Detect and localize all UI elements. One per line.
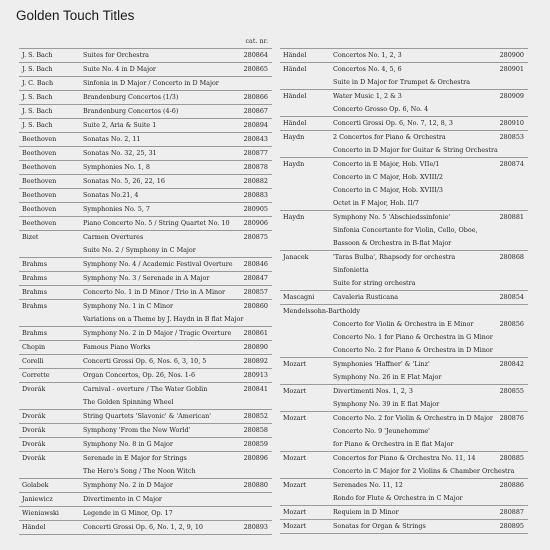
catalog-entry: [19, 132, 272, 146]
catalog-entry: [19, 230, 272, 257]
catalog-line: [19, 105, 272, 118]
catalog-entry: [280, 210, 528, 250]
composer-name: Janacek: [283, 253, 309, 261]
catalog-line: [19, 493, 272, 506]
catalog-entry: [19, 492, 272, 506]
catalog-entry: [19, 174, 272, 188]
catalog-number-header: cat. nr.: [245, 37, 268, 45]
catalog-line: [19, 272, 272, 285]
catalog-entry: [280, 411, 528, 451]
catalog-line: [19, 341, 272, 354]
composer-name: Händel: [22, 523, 46, 531]
catalog-line: [19, 203, 272, 216]
catalog-line: [280, 158, 528, 171]
work-title: Brandenburg Concertos (1/3): [83, 93, 179, 101]
catalog-number: 280846: [243, 260, 268, 268]
catalog-entry: [280, 157, 528, 210]
catalog-entry: [19, 76, 272, 90]
catalog-line: [280, 358, 528, 371]
catalog-number: 280894: [243, 121, 268, 129]
work-title: Sonatas for Organ & Strings: [333, 522, 426, 530]
catalog-line: [19, 258, 272, 271]
catalog-number: 280866: [243, 93, 268, 101]
catalog-line: [280, 318, 528, 331]
catalog-entry: [19, 62, 272, 76]
catalog-line: [19, 49, 272, 62]
catalog-number: 280864: [243, 51, 268, 59]
work-title: Concerti Grossi Op. 6, No. 7, 12, 8, 3: [333, 119, 453, 127]
catalog-line: [280, 331, 528, 344]
catalog-number: 280895: [499, 522, 524, 530]
catalog-number: 280900: [499, 51, 524, 59]
composer-name: Händel: [283, 92, 307, 100]
catalog-number: 280876: [499, 414, 524, 422]
composer-name: Corelli: [22, 357, 44, 365]
work-title: Octet in F Major, Hob. II/7: [333, 199, 419, 207]
catalog-line: [280, 49, 528, 62]
composer-name: Mozart: [283, 387, 307, 395]
catalog-line: [19, 244, 272, 257]
work-title: Divertimenti Nos. 1, 2, 3: [333, 387, 413, 395]
work-title: Concertos No. 4, 5, 6: [333, 65, 402, 73]
catalog-entry: [280, 384, 528, 411]
catalog-number: 280852: [243, 412, 268, 420]
catalog-number: 280893: [243, 523, 268, 531]
work-title: Concerto in D Major for Guitar & String Orchestra: [333, 146, 498, 154]
work-title: Concerto in C Major, Hob. XVIII/3: [333, 186, 443, 194]
composer-name: Mozart: [283, 454, 307, 462]
catalog-entry: [280, 89, 528, 116]
catalog-line: [280, 425, 528, 438]
right-catalog-list: [280, 48, 528, 534]
work-title: Symphonies No. 1, 8: [83, 163, 150, 171]
catalog-line: [280, 264, 528, 277]
catalog-number: 280910: [499, 119, 524, 127]
catalog-line: [19, 231, 272, 244]
catalog-line: [280, 90, 528, 103]
catalog-line: [280, 131, 528, 144]
work-title: Organ Concertos, Op. 26, Nos. 1-6: [83, 371, 196, 379]
catalog-line: [19, 369, 272, 382]
work-title: Sonatas No.21, 4: [83, 191, 139, 199]
composer-name: Brahms: [22, 274, 48, 282]
catalog-number: 280861: [243, 329, 268, 337]
catalog-entry: [19, 202, 272, 216]
catalog-entry: [19, 437, 272, 451]
catalog-entry: [280, 130, 528, 157]
work-title: 2 Concertos for Piano & Orchestra: [333, 133, 446, 141]
catalog-entry: [280, 304, 528, 357]
work-title: Concerto in C Major for 2 Violins & Chamber Orchestra: [333, 467, 515, 475]
catalog-line: [280, 117, 528, 130]
work-title: Symphony No. 8 in G Major: [83, 440, 173, 448]
composer-name: Brahms: [22, 329, 48, 337]
composer-name: Dvorák: [22, 454, 46, 462]
catalog-number: 280883: [243, 191, 268, 199]
work-title: Famous Piano Works: [83, 343, 151, 351]
catalog-number: 280842: [499, 360, 524, 368]
work-title: Concerti Grossi Op. 6, No. 1, 2, 9, 10: [83, 523, 203, 531]
catalog-line: [280, 492, 528, 505]
catalog-line: [19, 63, 272, 76]
catalog-line: [280, 224, 528, 237]
catalog-line: [19, 286, 272, 299]
catalog-line: [19, 313, 272, 326]
work-title: Suite No. 4 in D Major: [83, 65, 156, 73]
work-title: Symphonies No. 5, 7: [83, 205, 150, 213]
composer-name: Beethoven: [22, 205, 57, 213]
catalog-line: [19, 77, 272, 90]
catalog-line: [280, 211, 528, 224]
work-title: Symphony No. 2 in D Major: [83, 481, 173, 489]
catalog-number: 280887: [499, 508, 524, 516]
composer-name: Chopin: [22, 343, 46, 351]
catalog-entry: [19, 48, 272, 62]
work-title: Concerto for Violin & Orchestra in E Minor: [333, 320, 474, 328]
catalog-number: 280859: [243, 440, 268, 448]
composer-name: Bizet: [22, 233, 39, 241]
work-title: Serenade in E Major for Strings: [83, 454, 187, 462]
catalog-entry: [19, 382, 272, 409]
composer-name: Beethoven: [22, 163, 57, 171]
work-title: Water Music 1, 2 & 3: [333, 92, 402, 100]
catalog-entry: [19, 90, 272, 104]
composer-name: Haydn: [283, 133, 305, 141]
composer-name: Händel: [283, 51, 307, 59]
work-title: Symphony No. 26 in E Flat Major: [333, 373, 442, 381]
work-title: Concerto No. 9 'Jeunehomme': [333, 427, 430, 435]
catalog-number: 280890: [243, 343, 268, 351]
catalog-line: [280, 465, 528, 478]
catalog-line: [280, 291, 528, 304]
catalog-number: 280853: [499, 133, 524, 141]
catalog-number-header-right: [280, 35, 528, 48]
catalog-entry: [19, 451, 272, 478]
catalog-entry: [280, 290, 528, 304]
catalog-line: [19, 507, 272, 520]
catalog-entry: [19, 257, 272, 271]
work-title: Brandenburg Concertos (4-6): [83, 107, 179, 115]
catalog-line: [19, 300, 272, 313]
catalog-line: [19, 189, 272, 202]
catalog-line: [280, 251, 528, 264]
work-title: Requiem in D Minor: [333, 508, 399, 516]
catalog-number: 280855: [499, 387, 524, 395]
catalog-number: 280885: [499, 454, 524, 462]
catalog-entry: [19, 160, 272, 174]
catalog-number: 280841: [243, 385, 268, 393]
catalog-line: [280, 76, 528, 89]
catalog-number: 280877: [243, 149, 268, 157]
work-title: Bassoon & Orchestra in B-flat Major: [333, 239, 452, 247]
work-title: Legende in G Minor, Op. 17: [83, 509, 173, 517]
catalog-number: 280847: [243, 274, 268, 282]
work-title: Concerto No. 2 for Piano & Orchestra in D Minor: [333, 346, 493, 354]
catalog-line: [280, 305, 528, 318]
composer-name: Mozart: [283, 360, 307, 368]
catalog-number: 280867: [243, 107, 268, 115]
catalog-line: [19, 161, 272, 174]
work-title: Concertos for Piano & Orchestra No. 11, 14: [333, 454, 476, 462]
catalog-entry: [280, 48, 528, 62]
composer-name: Janiewicz: [22, 495, 53, 503]
work-title: Symphony No. 5 'Abschiedssinfonie': [333, 213, 451, 221]
catalog-line: [19, 396, 272, 409]
catalog-number: 280854: [499, 293, 524, 301]
catalog-entry: [19, 506, 272, 520]
work-title: The Hero's Song / The Noon Witch: [83, 467, 196, 475]
work-title: Divertimento in C Major: [83, 495, 162, 503]
catalog-entry: [19, 271, 272, 285]
right-catalog-column: [280, 35, 528, 534]
composer-name: Beethoven: [22, 149, 57, 157]
composer-name: Brahms: [22, 288, 48, 296]
composer-name: Beethoven: [22, 177, 57, 185]
composer-name: Mozart: [283, 522, 307, 530]
catalog-number: 280906: [243, 219, 268, 227]
catalog-number: 280886: [499, 481, 524, 489]
catalog-number: 280856: [499, 320, 524, 328]
composer-name: J. S. Bach: [22, 65, 53, 73]
catalog-entry: [280, 250, 528, 290]
work-title: Concerto No. 2 for Violin & Orchestra in D Major: [333, 414, 493, 422]
work-title: Suite 2, Aria & Suite 1: [83, 121, 157, 129]
composer-name: Händel: [283, 65, 307, 73]
composer-name: Mozart: [283, 481, 307, 489]
catalog-entry: [19, 118, 272, 132]
catalog-number: 280882: [243, 177, 268, 185]
catalog-line: [280, 197, 528, 210]
catalog-number: 280858: [243, 426, 268, 434]
work-title: Symphony No. 3 / Serenade in A Major: [83, 274, 210, 282]
catalog-number: 280896: [243, 454, 268, 462]
work-title: Symphony No. 2 in D Major / Tragic Overture: [83, 329, 232, 337]
work-title: Rondo for Flute & Orchestra in C Major: [333, 494, 463, 502]
catalog-entry: [19, 423, 272, 437]
catalog-number: 280892: [243, 357, 268, 365]
catalog-line: [280, 344, 528, 357]
work-title: Concerto No. 1 in D Minor / Trio in A Minor: [83, 288, 226, 296]
composer-name: Mozart: [283, 508, 307, 516]
catalog-line: [19, 91, 272, 104]
work-title: Sonatas No. 32, 25, 31: [83, 149, 157, 157]
page-title: Golden Touch Titles: [16, 8, 135, 23]
catalog-number: 280843: [243, 135, 268, 143]
catalog-entry: [19, 299, 272, 326]
catalog-entry: [280, 116, 528, 130]
left-catalog-list: [19, 48, 272, 535]
catalog-line: [19, 424, 272, 437]
work-title: Symphonies 'Haffner' & 'Linz': [333, 360, 430, 368]
work-title: Concerto in C Major, Hob. XVIII/2: [333, 173, 443, 181]
work-title: Sinfonia in D Major / Concerto in D Major: [83, 79, 219, 87]
work-title: Suite No. 2 / Symphony in C Major: [83, 246, 196, 254]
catalog-number: 280874: [499, 160, 524, 168]
work-title: The Golden Spinning Wheel: [83, 398, 174, 406]
composer-name: J. S. Bach: [22, 51, 53, 59]
composer-name: Beethoven: [22, 135, 57, 143]
catalog-number: 280865: [243, 65, 268, 73]
composer-name: Dvorák: [22, 426, 46, 434]
catalog-line: [19, 119, 272, 132]
work-title: Suite for string orchestra: [333, 279, 416, 287]
composer-name: Haydn: [283, 213, 305, 221]
composer-name: Haydn: [283, 160, 305, 168]
composer-name: J. S. Bach: [22, 93, 53, 101]
catalog-entry: [19, 478, 272, 492]
work-title: Symphony No. 39 in E flat Major: [333, 400, 440, 408]
catalog-entry: [280, 357, 528, 384]
composer-name: Beethoven: [22, 191, 57, 199]
catalog-line: [19, 327, 272, 340]
composer-name: Händel: [283, 119, 307, 127]
catalog-line: [19, 438, 272, 451]
composer-name: Dvorák: [22, 412, 46, 420]
catalog-entry: [19, 285, 272, 299]
catalog-line: [280, 412, 528, 425]
composer-name: J. C. Bach: [22, 79, 54, 87]
catalog-entry: [19, 340, 272, 354]
work-title: Variations on a Theme by J. Haydn in B flat Major: [83, 315, 244, 323]
catalog-line: [280, 479, 528, 492]
catalog-line: [280, 171, 528, 184]
catalog-line: [19, 217, 272, 230]
catalog-line: [19, 355, 272, 368]
catalog-line: [280, 385, 528, 398]
catalog-line: [280, 438, 528, 451]
work-title: Symphony No. 4 / Academic Festival Overture: [83, 260, 233, 268]
catalog-line: [19, 452, 272, 465]
catalog-line: [19, 465, 272, 478]
composer-name: Mendelssohn-Bartholdy: [283, 307, 360, 315]
left-catalog-column: [19, 35, 272, 535]
catalog-entry: [280, 519, 528, 534]
catalog-line: [280, 520, 528, 533]
composer-name: Wieniawski: [22, 509, 59, 517]
catalog-number: 280905: [243, 205, 268, 213]
catalog-line: [19, 383, 272, 396]
work-title: Concerto Grosso Op. 6, No. 4: [333, 105, 429, 113]
catalog-line: [280, 398, 528, 411]
catalog-entry: [19, 188, 272, 202]
composer-name: Dvorák: [22, 440, 46, 448]
catalog-number: 280880: [243, 481, 268, 489]
catalog-line: [19, 175, 272, 188]
composer-name: Dvorák: [22, 385, 46, 393]
catalog-number: 280868: [499, 253, 524, 261]
work-title: Symphony No. 1 in C Minor: [83, 302, 174, 310]
catalog-line: [280, 506, 528, 519]
catalog-line: [280, 371, 528, 384]
catalog-line: [280, 103, 528, 116]
catalog-entry: [19, 409, 272, 423]
composer-name: Beethoven: [22, 219, 57, 227]
catalog-number: 280875: [243, 233, 268, 241]
composer-name: Brahms: [22, 302, 48, 310]
composer-name: Mascagni: [283, 293, 315, 301]
catalog-entry: [19, 354, 272, 368]
catalog-number: 280881: [499, 213, 524, 221]
catalog-line: [280, 63, 528, 76]
catalog-entry: [19, 368, 272, 382]
work-title: Sonatas No. 2, 11: [83, 135, 141, 143]
work-title: Concerti Grossi Op. 6, Nos. 6, 3, 10, 5: [83, 357, 207, 365]
composer-name: Mozart: [283, 414, 307, 422]
composer-name: J. S. Bach: [22, 107, 53, 115]
composer-name: Brahms: [22, 260, 48, 268]
catalog-line: [280, 144, 528, 157]
catalog-line: [19, 479, 272, 492]
work-title: Cavaleria Rusticana: [333, 293, 399, 301]
catalog-entry: [19, 146, 272, 160]
catalog-entry: [19, 326, 272, 340]
catalog-entry: [280, 62, 528, 89]
composer-name: Golabek: [22, 481, 49, 489]
work-title: Suite in D Major for Trumpet & Orchestra: [333, 78, 471, 86]
work-title: Concertos No. 1, 2, 3: [333, 51, 402, 59]
catalog-entry: [19, 216, 272, 230]
work-title: Symphony 'From the New World': [83, 426, 191, 434]
catalog-line: [280, 237, 528, 250]
catalog-number: 280909: [499, 92, 524, 100]
work-title: Sinfonietta: [333, 266, 369, 274]
catalog-number: 280878: [243, 163, 268, 171]
work-title: Sinfonia Concertante for Violin, Cello, Oboe,: [333, 226, 478, 234]
catalog-number: 280860: [243, 302, 268, 310]
work-title: String Quartets 'Slavonic' & 'American': [83, 412, 211, 420]
catalog-entry: [280, 451, 528, 478]
work-title: Concerto No. 1 for Piano & Orchestra in G Minor: [333, 333, 493, 341]
work-title: Carnival - overture / The Water Goblin: [83, 385, 208, 393]
work-title: Carmen Overtures: [83, 233, 144, 241]
catalog-line: [19, 521, 272, 534]
catalog-line: [19, 147, 272, 160]
catalog-entry: [19, 104, 272, 118]
composer-name: Corrette: [22, 371, 50, 379]
work-title: Piano Concerto No. 5 / String Quartet No. 10: [83, 219, 230, 227]
catalog-entry: [280, 478, 528, 505]
catalog-line: [19, 133, 272, 146]
catalog-entry: [19, 520, 272, 535]
composer-name: J. S. Bach: [22, 121, 53, 129]
catalog-number: 280857: [243, 288, 268, 296]
work-title: Sonatas No. 5, 26, 22, 16: [83, 177, 165, 185]
catalog-entry: [280, 505, 528, 519]
catalog-line: [280, 452, 528, 465]
catalog-line: [280, 277, 528, 290]
work-title: 'Taras Bulba', Rhapsody for orchestra: [333, 253, 456, 261]
catalog-number: 280901: [499, 65, 524, 73]
work-title: Concerto in E Major, Hob. VIIe/1: [333, 160, 440, 168]
catalog-number: 280913: [243, 371, 268, 379]
work-title: Serenades No. 11, 12: [333, 481, 403, 489]
catalog-line: [19, 410, 272, 423]
catalog-line: [280, 184, 528, 197]
work-title: for Piano & Orchestra in E flat Major: [333, 440, 454, 448]
work-title: Suites for Orchestra: [83, 51, 149, 59]
